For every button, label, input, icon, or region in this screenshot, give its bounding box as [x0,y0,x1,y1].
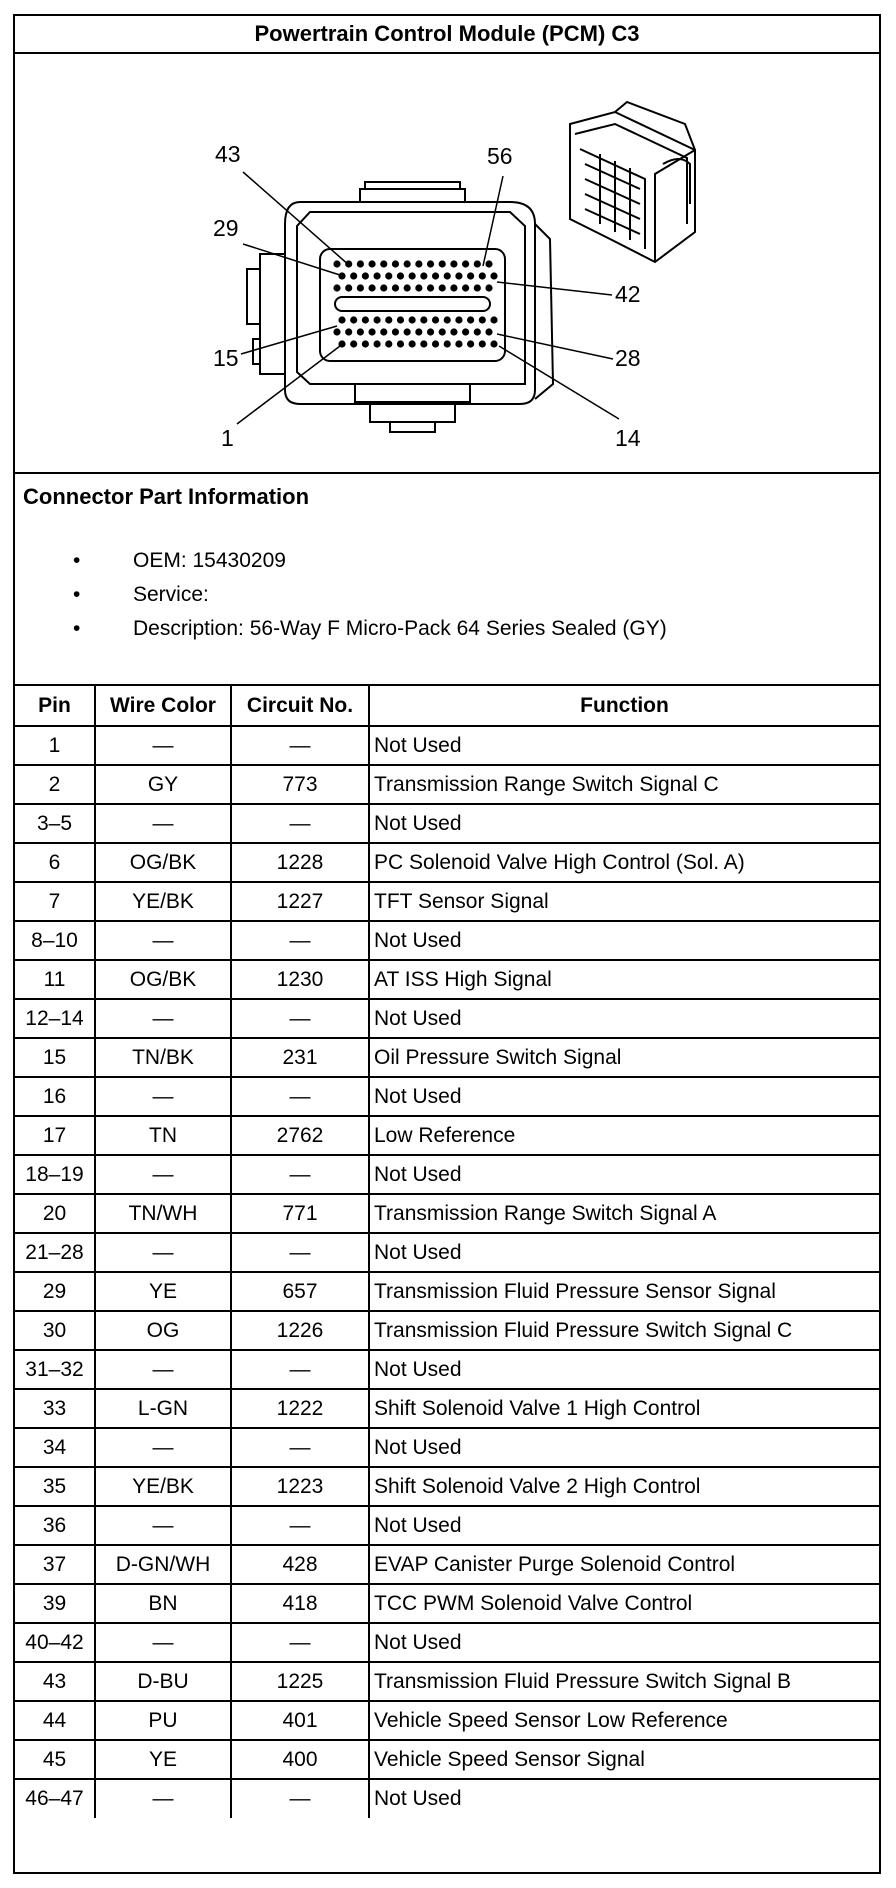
table-row [15,1506,879,1545]
wire-color-cell: TN/BK [95,1038,231,1077]
pin-cavity [462,284,469,291]
pin-cell: 39 [15,1584,95,1623]
function-cell: Shift Solenoid Valve 1 High Control [369,1389,879,1428]
pin-cavity [439,260,446,267]
table-row [15,921,879,960]
pin-cell: 6 [15,843,95,882]
pin-cavity [333,284,340,291]
circuit-number-cell: — [231,1155,369,1194]
pin-cavity [392,260,399,267]
pin-cavity [444,272,451,279]
circuit-number-cell: — [231,1506,369,1545]
pin-cavity [350,272,357,279]
pin-cavity [397,272,404,279]
wire-color-cell: YE/BK [95,1467,231,1506]
wire-color-cell: — [95,804,231,843]
pin-cavity [380,260,387,267]
pin-label-43: 43 [215,141,241,167]
pin-cavity [427,284,434,291]
table-row [15,1311,879,1350]
function-cell: Not Used [369,1077,879,1116]
column-header-wire-color: Wire Color [95,686,231,726]
oem-number: OEM: 15430209 [133,549,286,572]
pin-cavity [420,272,427,279]
pin-cavity [490,272,497,279]
circuit-number-cell: 401 [231,1701,369,1740]
function-cell: Shift Solenoid Valve 2 High Control [369,1467,879,1506]
pin-cell: 3–5 [15,804,95,843]
pin-cell: 33 [15,1389,95,1428]
function-cell: Transmission Fluid Pressure Switch Signal B [369,1662,879,1701]
circuit-number-cell: — [231,1077,369,1116]
pin-cavity [485,284,492,291]
list-item [73,612,667,646]
function-cell: Transmission Range Switch Signal C [369,765,879,804]
pin-cavity [380,328,387,335]
pin-cavity [333,328,340,335]
pin-cell: 34 [15,1428,95,1467]
column-header-function: Function [369,686,879,726]
table-row [15,1428,879,1467]
wire-color-cell: — [95,1155,231,1194]
pin-cavity [404,284,411,291]
pin-cavity [420,340,427,347]
pin-cavity [368,284,375,291]
pin-cavity [427,328,434,335]
wire-color-cell: D-GN/WH [95,1545,231,1584]
pin-cavity [415,284,422,291]
circuit-number-cell: — [231,1623,369,1662]
function-cell: Not Used [369,1779,879,1818]
table-row [15,1155,879,1194]
circuit-number-cell: 1222 [231,1389,369,1428]
pin-cavity [397,340,404,347]
pin-cavity [450,328,457,335]
pin-cavity [439,328,446,335]
pin-cell: 44 [15,1701,95,1740]
circuit-number-cell: — [231,726,369,765]
wire-color-cell: YE [95,1740,231,1779]
pin-cavity [409,272,416,279]
pin-cavity [415,328,422,335]
circuit-number-cell: 1225 [231,1662,369,1701]
pin-label-29: 29 [213,215,239,241]
function-cell: Not Used [369,999,879,1038]
pin-cavity [392,328,399,335]
circuit-number-cell: — [231,1428,369,1467]
pin-cavity [357,284,364,291]
pin-label-15: 15 [213,345,239,371]
function-cell: AT ISS High Signal [369,960,879,999]
pin-cavity [362,340,369,347]
wire-color-cell: — [95,1779,231,1818]
pin-cavity [485,328,492,335]
column-header-circuit-no: Circuit No. [231,686,369,726]
pin-cavity [490,340,497,347]
pin-cavities [333,260,497,347]
function-cell: Not Used [369,1506,879,1545]
pin-cavity [409,340,416,347]
wire-color-cell: — [95,1350,231,1389]
pin-cavity [404,328,411,335]
pin-cavity [462,260,469,267]
table-row [15,1701,879,1740]
pin-cell: 43 [15,1662,95,1701]
circuit-number-cell: 1228 [231,843,369,882]
pin-label-56: 56 [487,143,513,169]
table-row [15,882,879,921]
pin-cavity [333,260,340,267]
pin-cell: 7 [15,882,95,921]
pin-cavity [392,284,399,291]
pin-cell: 31–32 [15,1350,95,1389]
circuit-number-cell: 400 [231,1740,369,1779]
function-cell: Oil Pressure Switch Signal [369,1038,879,1077]
wire-color-cell: — [95,726,231,765]
circuit-number-cell: 771 [231,1194,369,1233]
page-title: Powertrain Control Module (PCM) C3 [15,16,879,54]
pin-cavity [444,340,451,347]
pin-cell: 12–14 [15,999,95,1038]
circuit-number-cell: — [231,1779,369,1818]
function-cell: TFT Sensor Signal [369,882,879,921]
table-row [15,1038,879,1077]
table-header-row [15,686,879,726]
pin-cavity [385,340,392,347]
table-row [15,1545,879,1584]
wire-color-cell: — [95,1506,231,1545]
connector-body [247,182,553,432]
pin-cavity [479,316,486,323]
function-cell: Not Used [369,1623,879,1662]
pin-label-42: 42 [615,281,641,307]
pin-cavity [455,272,462,279]
table-row [15,1272,879,1311]
wire-color-cell: — [95,921,231,960]
function-cell: EVAP Canister Purge Solenoid Control [369,1545,879,1584]
pin-cell: 2 [15,765,95,804]
pin-cell: 8–10 [15,921,95,960]
pin-cell: 16 [15,1077,95,1116]
pin-cavity [450,284,457,291]
table-row [15,1389,879,1428]
wire-color-cell: OG/BK [95,843,231,882]
pin-cavity [373,272,380,279]
pin-cavity [432,272,439,279]
circuit-number-cell: 2762 [231,1116,369,1155]
pin-cavity [362,272,369,279]
table-row [15,726,879,765]
pin-cavity [368,260,375,267]
pin-cell: 46–47 [15,1779,95,1818]
pin-cavity [368,328,375,335]
pin-cell: 36 [15,1506,95,1545]
pin-cavity [338,316,345,323]
wire-color-cell: — [95,1233,231,1272]
pin-cavity [357,260,364,267]
service-number: Service: [133,583,209,606]
bullet-icon: • [73,549,81,572]
table-row [15,765,879,804]
pin-cell: 37 [15,1545,95,1584]
pin-label-28: 28 [615,345,641,371]
bullet-icon: • [73,583,81,606]
bullet-icon: • [73,617,81,640]
pin-cavity [485,260,492,267]
pin-cavity [420,316,427,323]
pin-cavity [397,316,404,323]
pin-cavity [450,260,457,267]
wire-color-cell: — [95,1623,231,1662]
wire-color-cell: TN/WH [95,1194,231,1233]
pin-cavity [474,328,481,335]
table-row [15,1662,879,1701]
pin-cavity [474,284,481,291]
pin-cavity [404,260,411,267]
function-cell: PC Solenoid Valve High Control (Sol. A) [369,843,879,882]
wire-color-cell: — [95,1428,231,1467]
pin-cell: 30 [15,1311,95,1350]
pin-cavity [444,316,451,323]
pin-cell: 11 [15,960,95,999]
pin-cell: 18–19 [15,1155,95,1194]
connector-info-heading: Connector Part Information [23,484,310,509]
table-row [15,1584,879,1623]
function-cell: Not Used [369,1233,879,1272]
function-cell: Transmission Fluid Pressure Switch Signal C [369,1311,879,1350]
circuit-number-cell: 773 [231,765,369,804]
table-row [15,1116,879,1155]
wire-color-cell: — [95,999,231,1038]
circuit-number-cell: — [231,804,369,843]
pin-cavity [427,260,434,267]
circuit-number-cell: 418 [231,1584,369,1623]
function-cell: Not Used [369,1350,879,1389]
pin-cavity [385,272,392,279]
pin-cell: 20 [15,1194,95,1233]
column-header-pin: Pin [15,686,95,726]
wire-color-cell: TN [95,1116,231,1155]
pin-cavity [455,316,462,323]
table-row [15,1350,879,1389]
function-cell: Vehicle Speed Sensor Low Reference [369,1701,879,1740]
pin-cavity [373,340,380,347]
pin-cell: 21–28 [15,1233,95,1272]
circuit-number-cell: — [231,1233,369,1272]
connector-sheet [13,14,881,1874]
wire-color-cell: BN [95,1584,231,1623]
pin-cell: 29 [15,1272,95,1311]
pin-cavity [350,340,357,347]
list-item [73,544,667,578]
pin-cell: 45 [15,1740,95,1779]
circuit-number-cell: 1226 [231,1311,369,1350]
pin-cell: 35 [15,1467,95,1506]
wire-color-cell: OG/BK [95,960,231,999]
function-cell: Low Reference [369,1116,879,1155]
list-item [73,578,667,612]
table-row [15,804,879,843]
wire-color-cell: GY [95,765,231,804]
function-cell: Vehicle Speed Sensor Signal [369,1740,879,1779]
function-cell: Not Used [369,921,879,960]
table-row [15,1077,879,1116]
pin-cell: 1 [15,726,95,765]
pin-cell: 15 [15,1038,95,1077]
pin-cavity [432,316,439,323]
connector-drawing [15,54,879,472]
circuit-number-cell: — [231,921,369,960]
pin-cavity [467,340,474,347]
connector-part-information [15,474,879,686]
pin-cavity [462,328,469,335]
wire-color-cell: OG [95,1311,231,1350]
pin-cell: 40–42 [15,1623,95,1662]
pin-cavity [432,340,439,347]
pin-cavity [362,316,369,323]
pin-cavity [467,316,474,323]
table-row [15,1623,879,1662]
wire-color-cell: D-BU [95,1662,231,1701]
function-cell: Transmission Range Switch Signal A [369,1194,879,1233]
table-row [15,999,879,1038]
table-row [15,1779,879,1818]
wire-color-cell: PU [95,1701,231,1740]
pin-cavity [474,260,481,267]
pin-cavity [380,284,387,291]
function-cell: Not Used [369,1428,879,1467]
wire-color-cell: YE [95,1272,231,1311]
function-cell: Transmission Fluid Pressure Sensor Signal [369,1272,879,1311]
wire-color-cell: YE/BK [95,882,231,921]
circuit-number-cell: — [231,999,369,1038]
connector-info-list [73,544,667,646]
table-row [15,1740,879,1779]
function-cell: TCC PWM Solenoid Valve Control [369,1584,879,1623]
pin-cavity [345,284,352,291]
table-row [15,1194,879,1233]
wire-color-cell: — [95,1077,231,1116]
pin-cavity [415,260,422,267]
circuit-number-cell: 428 [231,1545,369,1584]
function-cell: Not Used [369,1155,879,1194]
pin-cavity [490,316,497,323]
pin-cavity [439,284,446,291]
pin-label-1: 1 [221,425,234,451]
wire-color-cell: L-GN [95,1389,231,1428]
pin-cell: 17 [15,1116,95,1155]
pin-cavity [455,340,462,347]
circuit-number-cell: 657 [231,1272,369,1311]
pinout-table [15,686,879,1818]
pin-cavity [479,272,486,279]
connector-diagram [15,54,879,474]
table-row [15,1233,879,1272]
circuit-number-cell: 1223 [231,1467,369,1506]
function-cell: Not Used [369,804,879,843]
pin-label-14: 14 [615,425,641,451]
pin-cavity [357,328,364,335]
function-cell: Not Used [369,726,879,765]
circuit-number-cell: 1227 [231,882,369,921]
pin-cavity [479,340,486,347]
table-row [15,1467,879,1506]
circuit-number-cell: — [231,1350,369,1389]
pin-cavity [409,316,416,323]
connector-description: Description: 56-Way F Micro-Pack 64 Series Sealed (GY) [133,617,667,640]
table-row [15,843,879,882]
pin-cavity [373,316,380,323]
pin-cavity [350,316,357,323]
pin-cavity [385,316,392,323]
pin-cavity [345,328,352,335]
connector-thumbnail [570,102,695,262]
circuit-number-cell: 231 [231,1038,369,1077]
circuit-number-cell: 1230 [231,960,369,999]
pin-cavity [467,272,474,279]
table-row [15,960,879,999]
